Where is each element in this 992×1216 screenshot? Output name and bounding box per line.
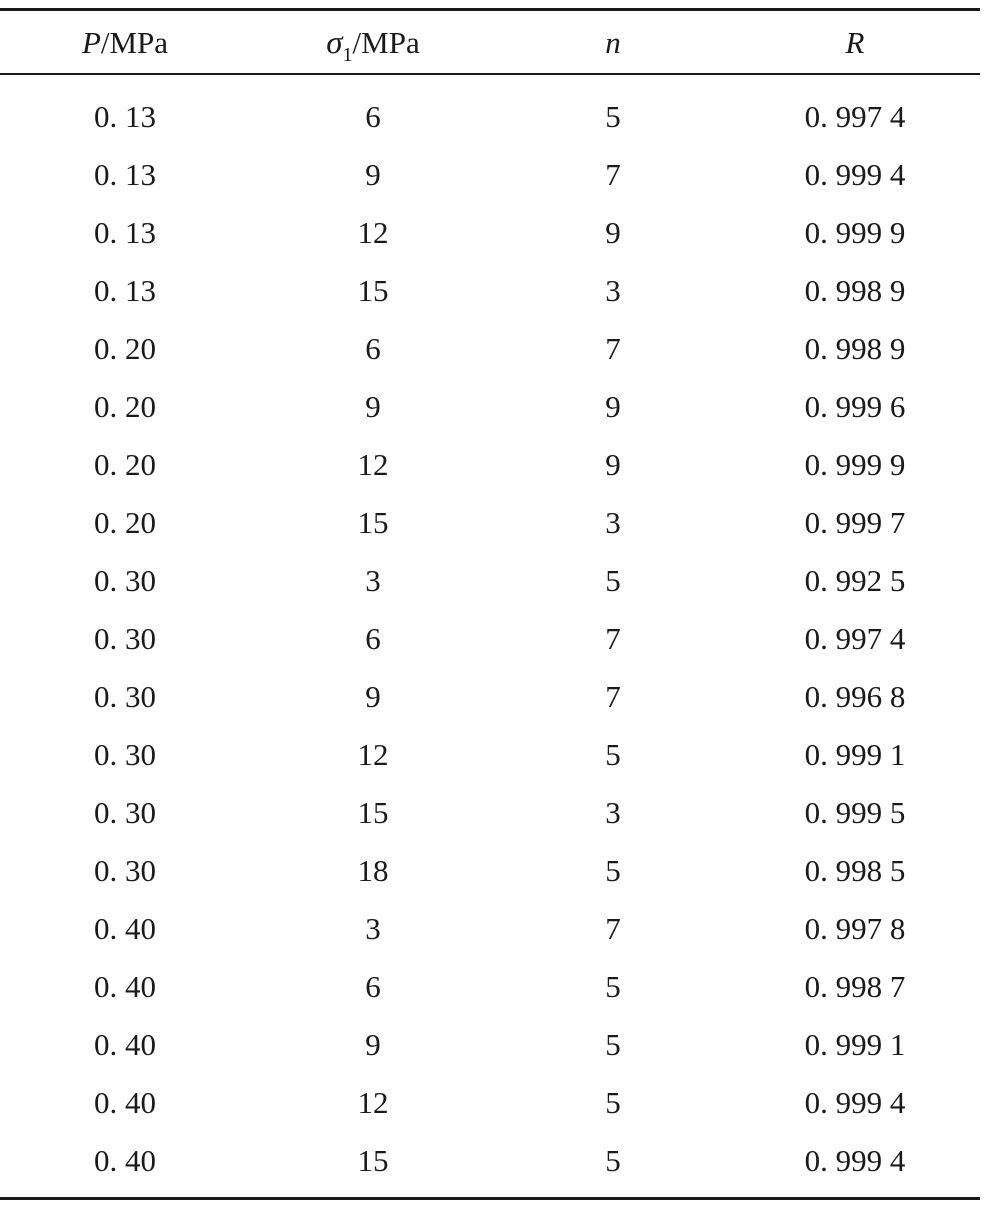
cell-stress: 9 — [365, 157, 381, 192]
cell-pressure: 0. 30 — [94, 563, 156, 598]
table-row — [0, 436, 980, 494]
cell-r: 0. 999 5 — [804, 795, 906, 830]
table-row — [0, 1132, 980, 1190]
table-body — [0, 88, 980, 1190]
table-top-rule — [0, 8, 980, 11]
cell-pressure: 0. 20 — [94, 447, 156, 482]
table-row — [0, 610, 980, 668]
table-row — [0, 262, 980, 320]
cell-r: 0. 999 6 — [804, 389, 906, 424]
cell-n: 7 — [605, 331, 621, 366]
table-row — [0, 204, 980, 262]
cell-n: 5 — [605, 1027, 621, 1062]
table-row — [0, 1074, 980, 1132]
cell-stress: 12 — [357, 447, 389, 482]
header-n-symbol: n — [605, 25, 621, 60]
table-row — [0, 900, 980, 958]
cell-r: 0. 999 1 — [804, 1027, 906, 1062]
header-pressure — [25, 14, 225, 72]
header-stress-subscript: 1 — [342, 44, 353, 66]
table-row — [0, 726, 980, 784]
cell-n: 5 — [605, 737, 621, 772]
cell-stress: 12 — [357, 215, 389, 250]
cell-pressure: 0. 20 — [94, 505, 156, 540]
cell-pressure: 0. 13 — [94, 273, 156, 308]
header-r — [755, 14, 955, 72]
header-stress-unit: /MPa — [352, 25, 420, 60]
table-row — [0, 146, 980, 204]
cell-stress: 3 — [365, 911, 381, 946]
cell-pressure: 0. 40 — [94, 1143, 156, 1178]
cell-pressure: 0. 20 — [94, 389, 156, 424]
cell-stress: 12 — [357, 1085, 389, 1120]
cell-pressure: 0. 30 — [94, 621, 156, 656]
cell-pressure: 0. 13 — [94, 157, 156, 192]
cell-n: 9 — [605, 447, 621, 482]
table-header-row — [0, 14, 980, 72]
table-header-rule — [0, 73, 980, 75]
cell-stress: 15 — [357, 795, 389, 830]
cell-n: 5 — [605, 563, 621, 598]
cell-n: 9 — [605, 389, 621, 424]
table-row — [0, 494, 980, 552]
cell-stress: 9 — [365, 679, 381, 714]
cell-r: 0. 999 4 — [804, 1085, 906, 1120]
cell-pressure: 0. 30 — [94, 679, 156, 714]
cell-r: 0. 998 7 — [804, 969, 906, 1004]
cell-r: 0. 998 9 — [804, 331, 906, 366]
header-stress-symbol: σ — [326, 25, 343, 61]
cell-stress: 6 — [365, 99, 381, 134]
cell-n: 7 — [605, 621, 621, 656]
cell-n: 3 — [605, 505, 621, 540]
cell-stress: 6 — [365, 331, 381, 366]
cell-n: 3 — [605, 273, 621, 308]
table-row — [0, 320, 980, 378]
cell-pressure: 0. 30 — [94, 795, 156, 830]
cell-n: 7 — [605, 157, 621, 192]
cell-pressure: 0. 30 — [94, 853, 156, 888]
header-pressure-unit: /MPa — [100, 25, 169, 60]
cell-n: 5 — [605, 99, 621, 134]
cell-r: 0. 992 5 — [804, 563, 906, 598]
cell-n: 9 — [605, 215, 621, 250]
cell-stress: 6 — [365, 969, 381, 1004]
cell-stress: 12 — [357, 737, 389, 772]
cell-stress: 9 — [365, 389, 381, 424]
cell-n: 3 — [605, 795, 621, 830]
table-row — [0, 378, 980, 436]
cell-n: 5 — [605, 1143, 621, 1178]
cell-r: 0. 997 8 — [804, 911, 906, 946]
table-row — [0, 88, 980, 146]
cell-r: 0. 999 4 — [804, 1143, 906, 1178]
cell-n: 5 — [605, 969, 621, 1004]
table-row — [0, 784, 980, 842]
cell-stress: 15 — [357, 1143, 389, 1178]
table-row — [0, 958, 980, 1016]
cell-pressure: 0. 40 — [94, 969, 156, 1004]
cell-r: 0. 998 9 — [804, 273, 906, 308]
table-bottom-rule — [0, 1197, 980, 1200]
header-n — [513, 14, 713, 72]
cell-pressure: 0. 13 — [94, 215, 156, 250]
cell-n: 7 — [605, 911, 621, 946]
cell-r: 0. 999 1 — [804, 737, 906, 772]
cell-stress: 15 — [357, 273, 389, 308]
cell-r: 0. 999 7 — [804, 505, 906, 540]
cell-pressure: 0. 30 — [94, 737, 156, 772]
cell-r: 0. 999 4 — [804, 157, 906, 192]
header-r-symbol: R — [845, 25, 865, 60]
cell-n: 5 — [605, 853, 621, 888]
cell-pressure: 0. 13 — [94, 99, 156, 134]
header-pressure-symbol: P — [81, 25, 101, 60]
cell-n: 7 — [605, 679, 621, 714]
cell-pressure: 0. 40 — [94, 1085, 156, 1120]
cell-r: 0. 997 4 — [804, 621, 906, 656]
cell-pressure: 0. 40 — [94, 1027, 156, 1062]
table-row — [0, 668, 980, 726]
cell-r: 0. 998 5 — [804, 853, 906, 888]
cell-n: 5 — [605, 1085, 621, 1120]
cell-pressure: 0. 20 — [94, 331, 156, 366]
cell-stress: 6 — [365, 621, 381, 656]
cell-r: 0. 999 9 — [804, 215, 906, 250]
cell-stress: 3 — [365, 563, 381, 598]
cell-r: 0. 996 8 — [804, 679, 906, 714]
cell-stress: 15 — [357, 505, 389, 540]
table-row — [0, 552, 980, 610]
table-row — [0, 1016, 980, 1074]
header-stress — [273, 14, 473, 72]
cell-stress: 9 — [365, 1027, 381, 1062]
cell-r: 0. 999 9 — [804, 447, 906, 482]
cell-stress: 18 — [357, 853, 389, 888]
cell-r: 0. 997 4 — [804, 99, 906, 134]
cell-pressure: 0. 40 — [94, 911, 156, 946]
table-row — [0, 842, 980, 900]
